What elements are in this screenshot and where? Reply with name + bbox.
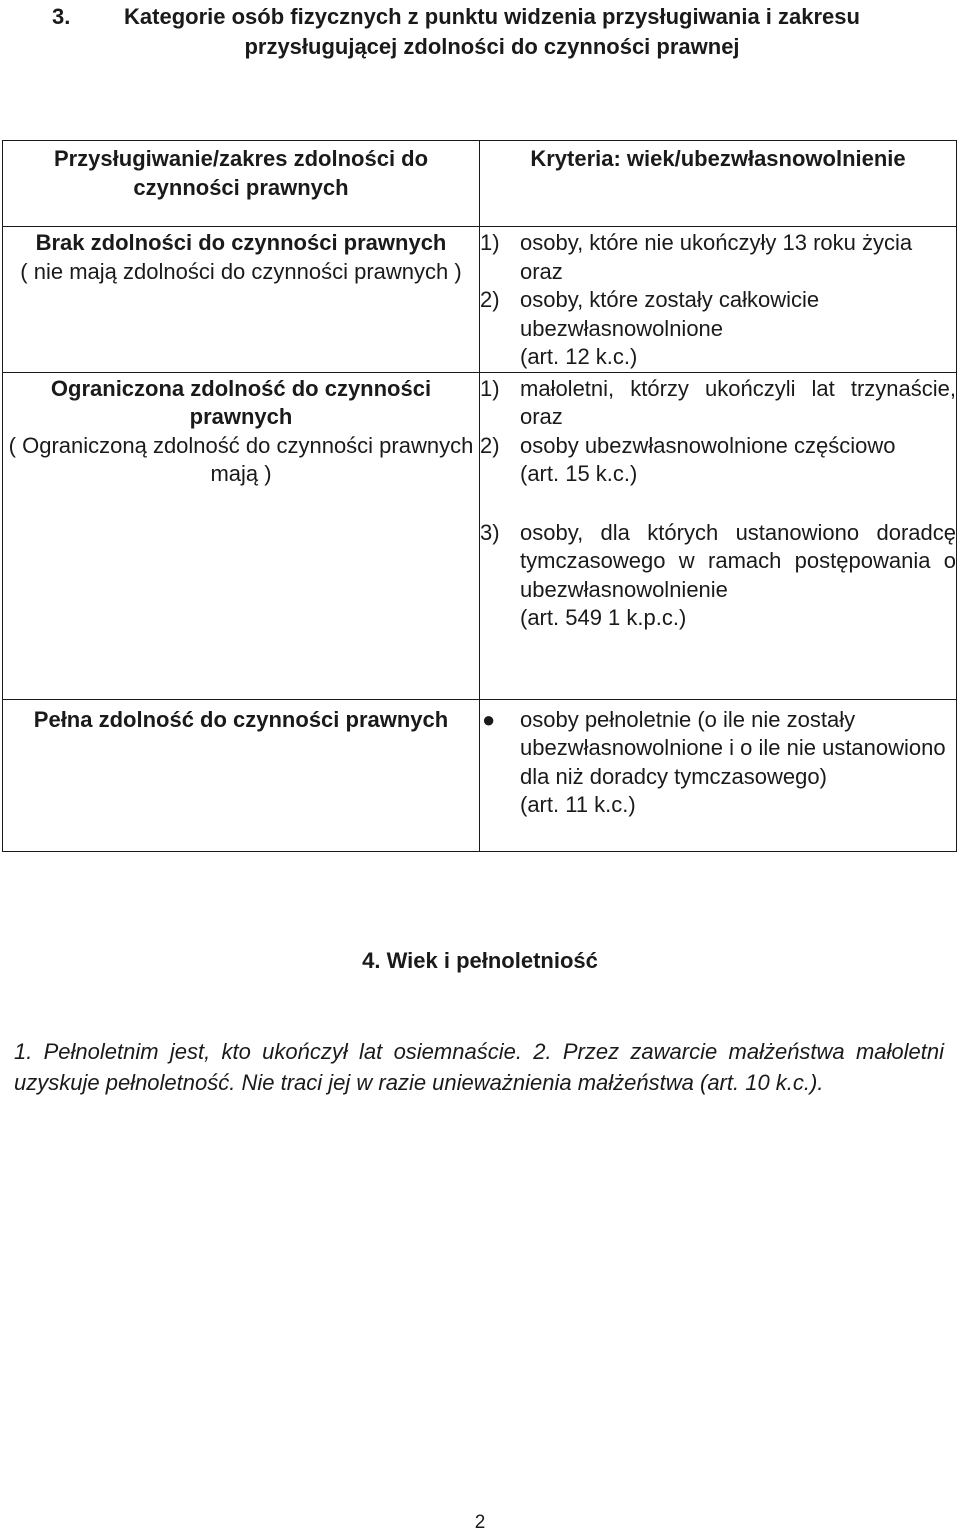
section-number: 3. bbox=[52, 4, 71, 29]
list-item-text: osoby, dla których ustanowiono doradcę tymczasowego w ramach postępowania o ubezwłasnowolnienie bbox=[520, 519, 956, 602]
list-item bbox=[480, 286, 956, 343]
article-reference: (art. 549 1 k.p.c.) bbox=[520, 605, 687, 630]
heading-line-2: przysługującej zdolności do czynności prawnej bbox=[244, 34, 740, 59]
list-item bbox=[480, 229, 956, 286]
header-right-cell bbox=[480, 141, 957, 227]
bullet-item bbox=[480, 706, 956, 792]
list-item-number: 3) bbox=[480, 519, 500, 545]
table-header-row bbox=[3, 141, 957, 227]
limited-capacity-criteria-cell bbox=[480, 372, 957, 699]
article-reference: (art. 12 k.c.) bbox=[520, 344, 638, 369]
table-row-limited-capacity bbox=[3, 372, 957, 699]
list-item bbox=[480, 432, 956, 461]
section-4-paragraph: 1. Pełnoletnim jest, kto ukończył lat osiemnaście. 2. Przez zawarcie małżeństwa małoletni uzyskuje pełnoletność. Nie traci jej w razie unieważnienia małżeństwa (art. 10 k.c.). bbox=[14, 1039, 944, 1095]
table-row-no-capacity bbox=[3, 227, 957, 373]
header-left-cell bbox=[3, 141, 480, 227]
full-capacity-label-cell bbox=[3, 699, 480, 851]
capacity-table bbox=[2, 140, 957, 852]
header-right-text: Kryteria: wiek/ubezwłasnowolnienie bbox=[530, 146, 906, 171]
list-item-text: osoby, które zostały całkowicie ubezwłasnowolnione bbox=[520, 287, 820, 341]
list-item bbox=[480, 375, 956, 432]
list-item bbox=[480, 519, 956, 605]
no-capacity-subtitle: ( nie mają zdolności do czynności prawnych ) bbox=[20, 258, 462, 284]
article-reference: (art. 11 k.c.) bbox=[520, 792, 636, 817]
limited-capacity-label-cell bbox=[3, 372, 480, 699]
table-row-full-capacity bbox=[3, 699, 957, 851]
full-capacity-criteria-cell bbox=[480, 699, 957, 851]
list-item-number: 1) bbox=[480, 375, 500, 401]
header-left-text: Przysługiwanie/zakres zdolności do czynności prawnych bbox=[53, 146, 429, 200]
list-item-text: osoby ubezwłasnowolnione częściowo bbox=[520, 432, 896, 458]
heading-line-1: Kategorie osób fizycznych z punktu widzenia przysługiwania i zakresu bbox=[124, 4, 860, 29]
list-item-number: 2) bbox=[480, 432, 500, 458]
list-item-text: małoletni, którzy ukończyli lat trzynaście, oraz bbox=[520, 375, 956, 429]
section-heading bbox=[52, 2, 932, 62]
bullet-icon: ● bbox=[482, 706, 496, 732]
full-capacity-title: Pełna zdolność do czynności prawnych bbox=[33, 706, 449, 732]
no-capacity-criteria-cell bbox=[480, 227, 957, 373]
page-number: 2 bbox=[474, 1512, 486, 1533]
list-item-number: 1) bbox=[480, 230, 500, 255]
no-capacity-title: Brak zdolności do czynności prawnych bbox=[35, 230, 447, 255]
section-4-title: 4. Wiek i pełnoletniość bbox=[362, 948, 598, 973]
limited-capacity-title: Ograniczona zdolność do czynności prawnych bbox=[50, 375, 432, 429]
no-capacity-label-cell bbox=[3, 227, 480, 373]
list-item-text: osoby, które nie ukończyły 13 roku życia oraz bbox=[520, 230, 913, 284]
article-reference: (art. 15 k.c.) bbox=[520, 461, 638, 486]
limited-capacity-subtitle: ( Ograniczoną zdolność do czynności prawnych mają ) bbox=[8, 432, 474, 486]
list-item-number: 2) bbox=[480, 287, 500, 312]
bullet-item-text: osoby pełnoletnie (o ile nie zostały ubezwłasnowolnione i o ile nie ustanowiono dla niż doradcy tymczasowego) bbox=[520, 706, 946, 789]
